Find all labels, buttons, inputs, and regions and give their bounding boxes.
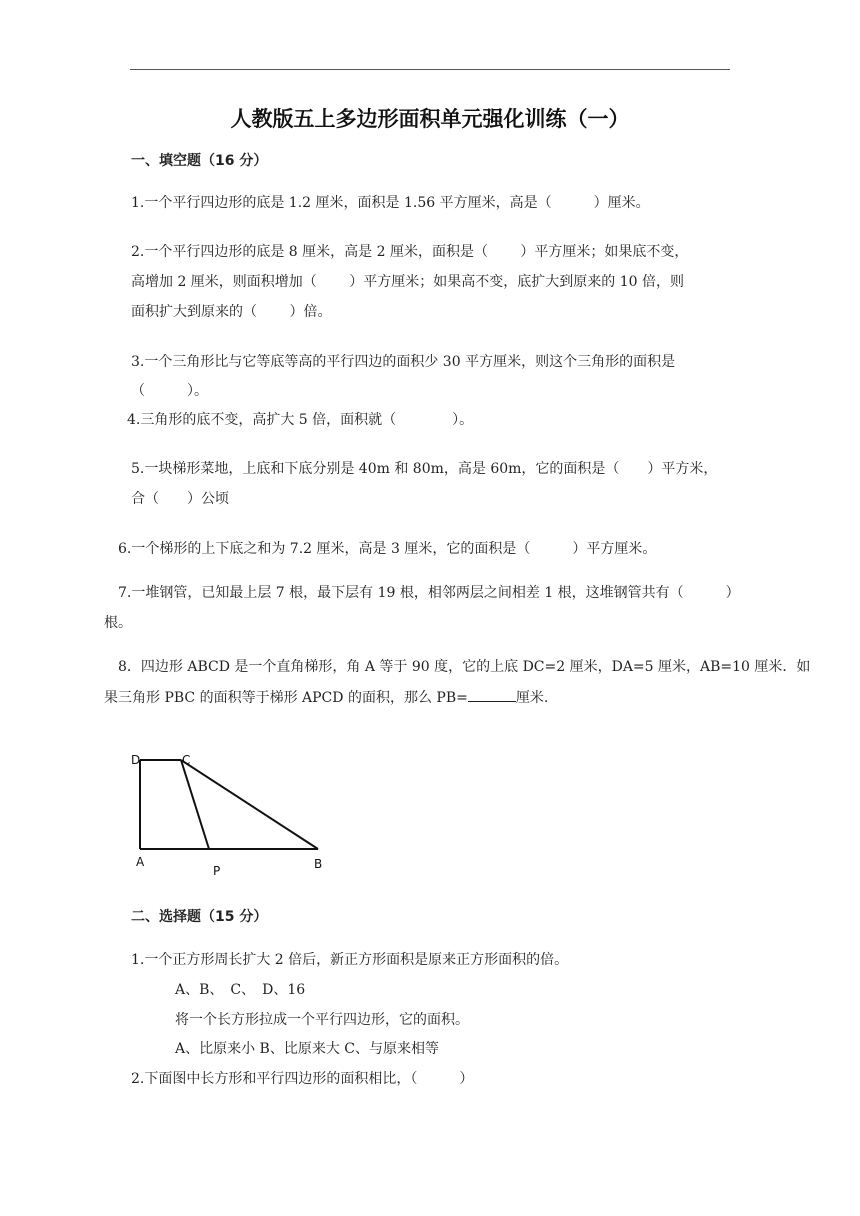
- section1-heading: 一、填空题（16 分）: [131, 153, 268, 169]
- question-1-6: 6.一个梯形的上下底之和为 7.2 厘米，高是 3 厘米，它的面积是（ ）平方厘米。: [118, 541, 657, 557]
- question-1-4: 4.三角形的底不变，高扩大 5 倍，面积就（ ）。: [127, 412, 474, 428]
- question-1-2-line1: 2.一个平行四边形的底是 8 厘米，高是 2 厘米，面积是（ ）平方厘米；如果底不变，: [131, 244, 689, 260]
- answer-blank: [468, 689, 516, 702]
- question-2-2: 2.下面图中长方形和平行四边形的面积相比，（ ）: [131, 1071, 474, 1087]
- question-1-2-line2: 高增加 2 厘米，则面积增加（ ）平方厘米；如果高不变，底扩大到原来的 10 倍，则: [131, 274, 684, 290]
- label-b: B: [314, 857, 323, 871]
- question-2-1: 1.一个正方形周长扩大 2 倍后，新正方形面积是原来正方形面积的倍。: [131, 952, 569, 968]
- question-1-8-line2: [104, 689, 548, 707]
- section2-heading: 二、选择题（15 分）: [131, 909, 268, 925]
- trapezoid-figure: [120, 740, 340, 885]
- question-2-extra-options: A、比原来小 B、比原来大 C、与原来相等: [175, 1041, 440, 1057]
- question-1-8-text-before: 果三角形 PBC 的面积等于梯形 APCD 的面积，那么 PB=: [104, 690, 468, 706]
- header-rule: [130, 69, 730, 70]
- label-c: C: [182, 753, 191, 767]
- question-2-extra: 将一个长方形拉成一个平行四边形，它的面积。: [175, 1012, 469, 1028]
- question-1-8-line1: 8．四边形 ABCD 是一个直角梯形，角 A 等于 90 度，它的上底 DC=2 厘米，DA=5 厘米，AB=10 厘米．如: [118, 659, 811, 675]
- question-1-5-line1: 5.一块梯形菜地，上底和下底分别是 40m 和 80m，高是 60m，它的面积是（ ）平方米，: [131, 461, 718, 477]
- question-1-7-line1: 7.一堆钢管，已知最上层 7 根，最下层有 19 根，相邻两层之间相差 1 根，这堆钢管共有（ ）: [118, 585, 740, 601]
- question-1-3-line1: 3.一个三角形比与它等底等高的平行四边的面积少 30 平方厘米，则这个三角形的面积是: [131, 354, 676, 370]
- label-d: D: [131, 753, 141, 767]
- side-cb: [181, 760, 318, 849]
- question-1-1: 1.一个平行四边形的底是 1.2 厘米，面积是 1.56 平方厘米，高是（ ）厘米。: [131, 195, 650, 211]
- question-1-2-line3: 面积扩大到原来的（ ）倍。: [131, 304, 332, 320]
- label-a: A: [136, 855, 145, 869]
- question-1-3-line2: （ ）。: [131, 383, 208, 399]
- question-2-1-options: A、B、 C、 D、16: [175, 982, 306, 998]
- segment-cp: [181, 760, 209, 849]
- page-title: 人教版五上多边形面积单元强化训练（一）: [230, 107, 630, 131]
- question-1-7-line2: 根。: [104, 615, 132, 631]
- question-1-8-text-after: 厘米.: [515, 690, 549, 706]
- question-1-5-line2: 合（ ）公顷: [131, 491, 229, 507]
- label-p: P: [213, 864, 221, 878]
